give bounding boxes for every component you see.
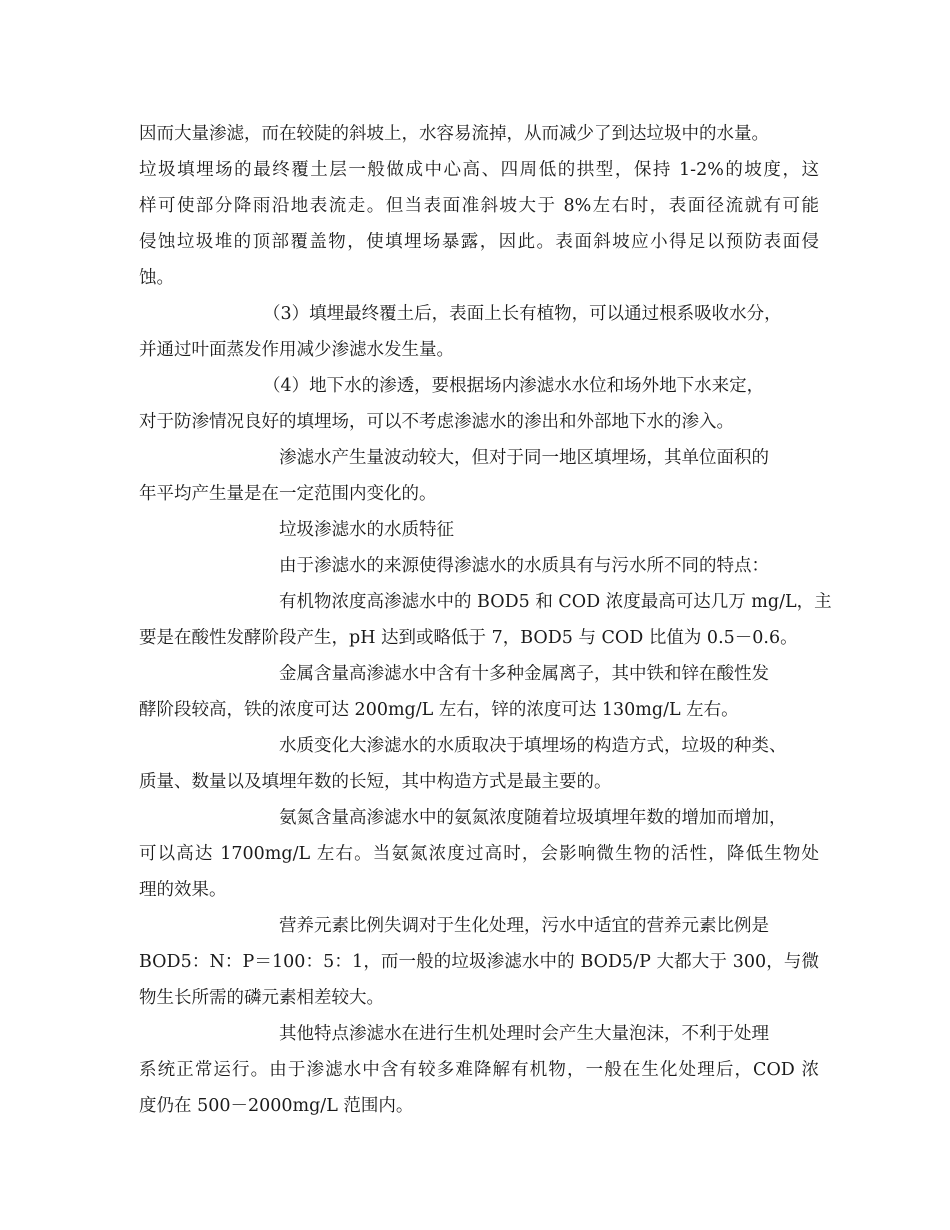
text-line: 样可使部分降雨沿地表流走。但当表面准斜坡大于 8%左右时，表面径流就有可能	[139, 196, 819, 216]
text-line: （3）填埋最终覆土后，表面上长有植物，可以通过根系吸收水分，	[263, 304, 782, 324]
text-line: 酵阶段较高，铁的浓度可达 200mg/L 左右，锌的浓度可达 130mg/L 左右。	[139, 700, 739, 720]
text-line: 蚀。	[139, 268, 174, 288]
text-line: 可以高达 1700mg/L 左右。当氨氮浓度过高时，会影响微生物的活性，降低生物处	[139, 844, 819, 864]
text-line: （4）地下水的渗透，要根据场内渗滤水水位和场外地下水来定，	[263, 376, 765, 396]
text-line: 垃圾渗滤水的水质特征	[279, 520, 454, 540]
text-line: 因而大量渗滤，而在较陡的斜坡上，水容易流掉，从而减少了到达垃圾中的水量。	[139, 124, 769, 144]
text-line: 质量、数量以及填埋年数的长短，其中构造方式是最主要的。	[139, 772, 612, 792]
text-line: 其他特点渗滤水在进行生机处理时会产生大量泡沫，不利于处理	[279, 1024, 769, 1044]
text-line: 氨氮含量高渗滤水中的氨氮浓度随着垃圾填埋年数的增加而增加，	[279, 808, 787, 828]
text-line: 垃圾填埋场的最终覆土层一般做成中心高、四周低的拱型，保持 1-2%的坡度，这	[139, 160, 819, 180]
text-line: 理的效果。	[139, 880, 227, 900]
text-line: 营养元素比例失调对于生化处理，污水中适宜的营养元素比例是	[279, 916, 769, 936]
text-line: 系统正常运行。由于渗滤水中含有较多难降解有机物，一般在生化处理后，COD 浓	[139, 1060, 819, 1080]
text-line: 金属含量高渗滤水中含有十多种金属离子，其中铁和锌在酸性发	[279, 664, 769, 684]
text-line: 对于防渗情况良好的填埋场，可以不考虑渗滤水的渗出和外部地下水的渗入。	[139, 412, 734, 432]
text-line: 有机物浓度高渗滤水中的 BOD5 和 COD 浓度最高可达几万 mg/L，主	[279, 592, 832, 612]
text-line: 要是在酸性发酵阶段产生，pH 达到或略低于 7，BOD5 与 COD 比值为 0.5－0.6。	[139, 628, 798, 648]
text-line: 度仍在 500－2000mg/L 范围内。	[139, 1096, 414, 1116]
text-line: 年平均产生量是在一定范围内变化的。	[139, 484, 437, 504]
text-line: 由于渗滤水的来源使得渗滤水的水质具有与污水所不同的特点：	[279, 556, 769, 576]
text-line: 并通过叶面蒸发作用减少渗滤水发生量。	[139, 340, 454, 360]
text-line: BOD5：N：P＝100：5：1，而一般的垃圾渗滤水中的 BOD5/P 大都大于 300，与微	[139, 952, 819, 972]
text-line: 侵蚀垃圾堆的顶部覆盖物，使填埋场暴露，因此。表面斜坡应小得足以预防表面侵	[139, 232, 819, 252]
text-line: 渗滤水产生量波动较大，但对于同一地区填埋场，其单位面积的	[279, 448, 769, 468]
text-line: 物生长所需的磷元素相差较大。	[139, 988, 384, 1008]
text-line: 水质变化大渗滤水的水质取决于填埋场的构造方式，垃圾的种类、	[279, 736, 787, 756]
document-body	[139, 116, 832, 1124]
